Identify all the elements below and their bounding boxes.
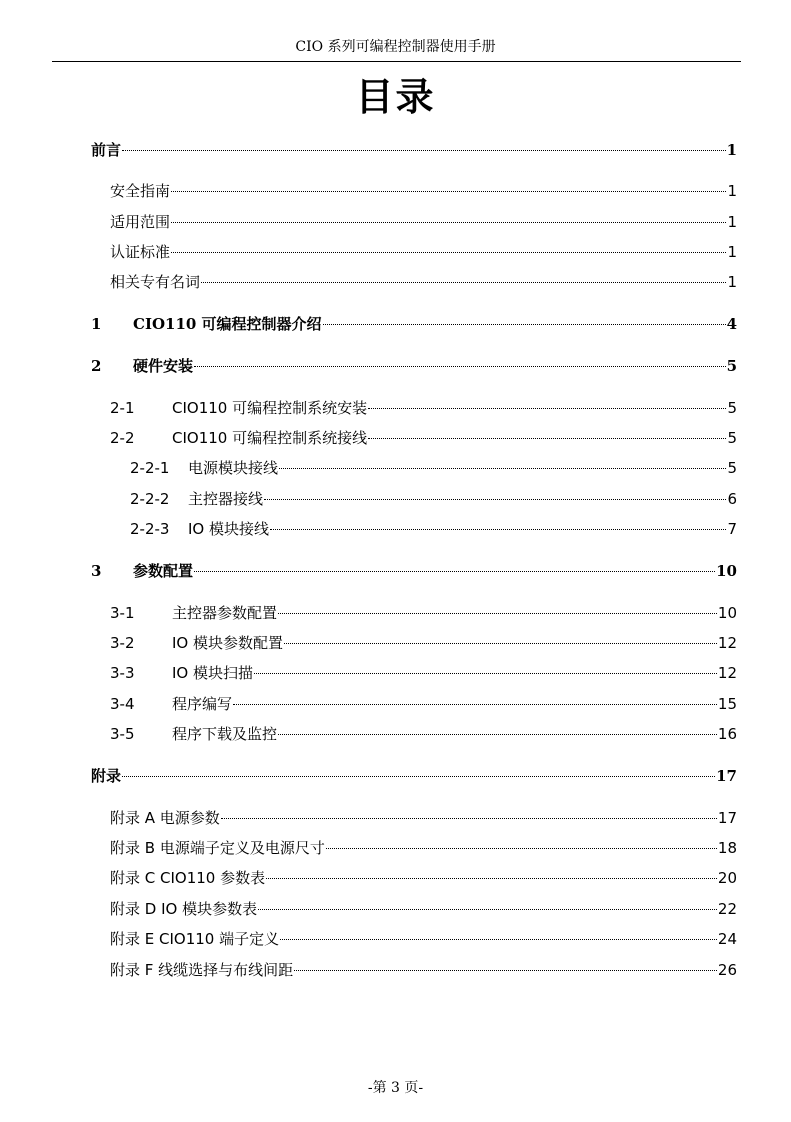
toc-entry-page: 6 [727, 490, 737, 508]
toc-entry-number: 1 [91, 315, 102, 333]
toc-entry[interactable] [110, 897, 737, 921]
toc-dot-leader [171, 222, 726, 223]
toc-entry-page: 10 [716, 562, 737, 580]
toc-entry-number: 2-2-1 [130, 459, 170, 477]
toc-entry-label: 附录 [91, 767, 122, 785]
toc-entry[interactable] [110, 601, 737, 625]
toc-entry-page: 17 [716, 767, 737, 785]
toc-dot-leader [279, 468, 726, 469]
toc-entry[interactable] [110, 927, 737, 951]
toc-entry[interactable] [110, 806, 737, 830]
toc-entry-page: 12 [717, 664, 737, 682]
toc-entry-number: 2-2-3 [130, 520, 170, 538]
toc-entry[interactable] [110, 866, 737, 890]
toc-entry-page: 24 [717, 930, 737, 948]
toc-entry-label: 附录 A 电源参数 [110, 809, 220, 827]
toc-dot-leader [122, 776, 715, 777]
toc-dot-leader [254, 673, 717, 674]
toc-entry-label: 前言 [91, 141, 122, 159]
toc-entry-label: 主控器接线 [188, 490, 264, 508]
toc-entry-page: 1 [726, 141, 737, 159]
toc-dot-leader [258, 909, 717, 910]
toc-entry-label: 硬件安装 [133, 357, 194, 375]
toc-entry[interactable] [110, 958, 737, 982]
toc-entry[interactable] [91, 138, 737, 162]
toc-entry-label: CIO110 可编程控制系统安装 [172, 399, 368, 417]
toc-entry-label: 附录 D IO 模块参数表 [110, 900, 258, 918]
toc-entry-page: 1 [727, 273, 737, 291]
toc-entry[interactable] [110, 722, 737, 746]
toc-dot-leader [270, 529, 726, 530]
toc-dot-leader [122, 150, 726, 151]
toc-entry[interactable] [130, 517, 737, 541]
toc-entry-page: 4 [726, 315, 737, 333]
toc-dot-leader [194, 571, 715, 572]
toc-entry[interactable] [110, 210, 737, 234]
toc-entry-number: 3-4 [110, 695, 135, 713]
toc-entry-page: 17 [717, 809, 737, 827]
toc-entry[interactable] [110, 692, 737, 716]
page-title: 目录 [355, 75, 436, 119]
toc-entry-page: 12 [717, 634, 737, 652]
toc-entry-label: 附录 E CIO110 端子定义 [110, 930, 280, 948]
toc-entry-page: 22 [717, 900, 737, 918]
toc-entry-page: 7 [727, 520, 737, 538]
toc-entry-page: 16 [717, 725, 737, 743]
toc-entry-label: IO 模块接线 [188, 520, 269, 538]
toc-entry-page: 5 [727, 399, 737, 417]
toc-dot-leader [194, 366, 726, 367]
toc-entry-label: 认证标准 [110, 243, 171, 261]
toc-dot-leader [221, 818, 717, 819]
toc-entry-label: 附录 B 电源端子定义及电源尺寸 [110, 839, 325, 857]
toc-entry-page: 20 [717, 869, 737, 887]
toc-entry-page: 1 [727, 243, 737, 261]
toc-entry[interactable] [110, 836, 737, 860]
toc-dot-leader [368, 438, 726, 439]
toc-entry-label: 适用范围 [110, 213, 171, 231]
toc-entry-label: CIO110 可编程控制器介绍 [133, 315, 322, 333]
toc-dot-leader [264, 499, 726, 500]
toc-entry-number: 2-1 [110, 399, 135, 417]
toc-entry-label: IO 模块扫描 [172, 664, 253, 682]
toc-entry-page: 5 [727, 459, 737, 477]
toc-entry-label: 主控器参数配置 [172, 604, 278, 622]
toc-entry[interactable] [130, 487, 737, 511]
toc-entry-label: 电源模块接线 [188, 459, 279, 477]
toc-entry[interactable] [110, 426, 737, 450]
toc-dot-leader [280, 939, 717, 940]
toc-entry-page: 26 [717, 961, 737, 979]
toc-entry-page: 15 [717, 695, 737, 713]
toc-dot-leader [171, 191, 726, 192]
toc-dot-leader [294, 970, 717, 971]
toc-entry[interactable] [91, 312, 737, 336]
toc-entry-label: IO 模块参数配置 [172, 634, 283, 652]
toc-entry-page: 10 [717, 604, 737, 622]
toc-entry-label: 相关专有名词 [110, 273, 201, 291]
toc-entry-label: 参数配置 [133, 562, 194, 580]
toc-entry-number: 3-2 [110, 634, 135, 652]
toc-dot-leader [171, 252, 726, 253]
toc-entry-label: CIO110 可编程控制系统接线 [172, 429, 368, 447]
toc-entry-page: 1 [727, 213, 737, 231]
toc-entry-label: 附录 C CIO110 参数表 [110, 869, 266, 887]
toc-entry-number: 3 [91, 562, 102, 580]
toc-entry-page: 5 [727, 429, 737, 447]
toc-entry-number: 2 [91, 357, 102, 375]
toc-entry[interactable] [110, 631, 737, 655]
toc-entry[interactable] [91, 764, 737, 788]
toc-entry[interactable] [110, 179, 737, 203]
toc-entry[interactable] [91, 559, 737, 583]
toc-dot-leader [266, 878, 717, 879]
page-footer: -第 3 页- [367, 1080, 424, 1096]
toc-entry-number: 2-2 [110, 429, 135, 447]
toc-entry-label: 安全指南 [110, 182, 171, 200]
toc-entry-number: 2-2-2 [130, 490, 170, 508]
toc-dot-leader [201, 282, 726, 283]
toc-dot-leader [233, 704, 717, 705]
toc-entry[interactable] [91, 354, 737, 378]
toc-entry-page: 5 [726, 357, 737, 375]
toc-entry-label: 程序编写 [172, 695, 233, 713]
toc-entry-number: 3-5 [110, 725, 135, 743]
toc-entry-number: 3-3 [110, 664, 135, 682]
toc-entry-number: 3-1 [110, 604, 135, 622]
toc-dot-leader [326, 848, 717, 849]
toc-entry-page: 18 [717, 839, 737, 857]
toc-dot-leader [278, 613, 717, 614]
toc-entry[interactable] [110, 270, 737, 294]
page-header: CIO 系列可编程控制器使用手册 [295, 39, 496, 55]
toc-entry-page: 1 [727, 182, 737, 200]
toc-entry-label: 附录 F 线缆选择与布线间距 [110, 961, 294, 979]
toc-entry[interactable] [130, 456, 737, 480]
toc-entry[interactable] [110, 240, 737, 264]
toc-dot-leader [368, 408, 726, 409]
toc-entry[interactable] [110, 661, 737, 685]
toc-dot-leader [278, 734, 717, 735]
toc-dot-leader [323, 324, 726, 325]
toc-entry[interactable] [110, 396, 737, 420]
toc-entry-label: 程序下载及监控 [172, 725, 278, 743]
toc-dot-leader [284, 643, 717, 644]
